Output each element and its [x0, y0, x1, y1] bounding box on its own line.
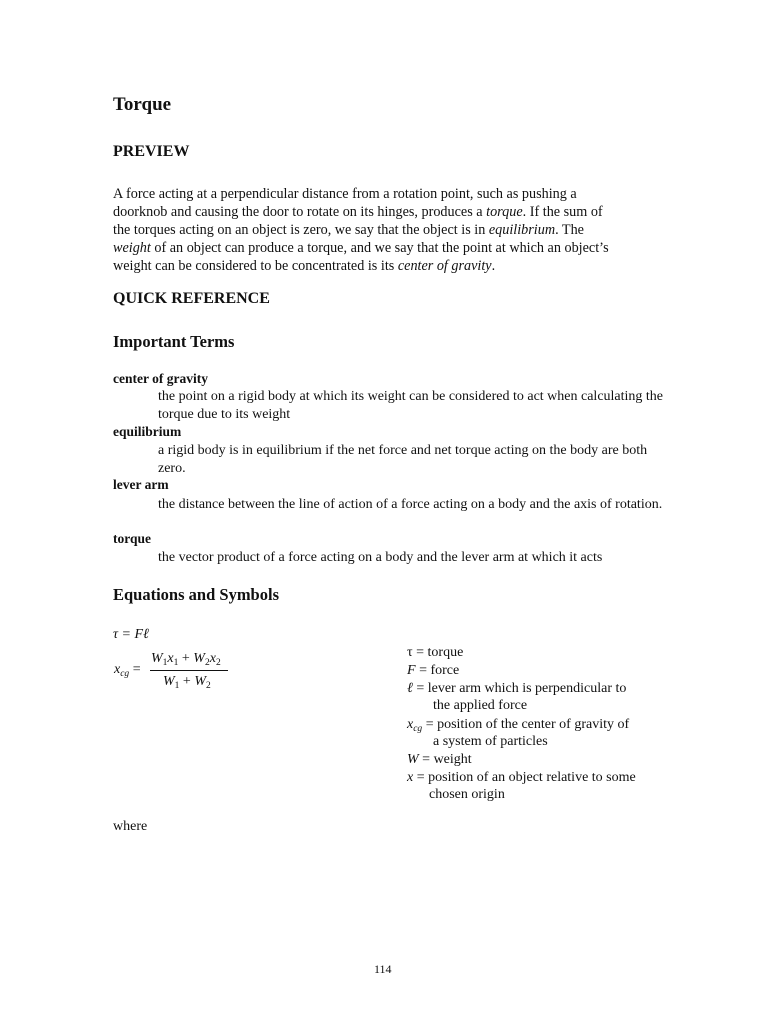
symbol-tau: τ = torque — [407, 645, 464, 660]
page-number: 114 — [374, 962, 392, 976]
preview-line-1: A force acting at a perpendicular distance from a rotation point, such as pushing a — [113, 186, 577, 202]
definition-center-of-gravity: the point on a rigid body at which its weight can be considered to act when calculating the torque due to its weight — [158, 389, 664, 422]
preview-line-5: weight can be considered to be concentrated is its center of gravity. — [113, 258, 496, 274]
quick-reference-heading: QUICK REFERENCE — [113, 290, 270, 307]
preview-line-3: the torques acting on an object is zero, we say that the object is in equilibrium. The — [113, 222, 584, 238]
term-torque: torque — [113, 531, 152, 546]
equations-heading: Equations and Symbols — [113, 585, 279, 604]
definition-torque: the vector product of a force acting on a body and the lever arm at which it acts — [158, 550, 603, 565]
fraction-bar — [150, 670, 228, 671]
definition-lever-arm: the distance between the line of action of a force acting on a body and the axis of rotation. — [158, 497, 663, 512]
symbol-weight: W = weight — [407, 752, 472, 767]
equation-xcg-numerator: $W_1x_1 + W_2x_2$ — [151, 651, 221, 668]
page-title: Torque — [113, 94, 172, 115]
preview-paragraph — [113, 185, 673, 275]
equation-xcg-lhs: $x_{cg}$ = — [114, 662, 141, 679]
term-center-of-gravity: center of gravity — [113, 371, 208, 386]
symbol-lever-arm-cont: the applied force — [433, 698, 528, 713]
symbol-xcg-cont: a system of particles — [433, 734, 548, 749]
symbol-force: F = force — [407, 663, 460, 678]
preview-line-4: weight of an object can produce a torque, and we say that the point at which an object’s — [113, 240, 609, 256]
important-terms-heading: Important Terms — [113, 332, 235, 351]
symbol-lever-arm: ℓ = lever arm which is perpendicular to — [407, 681, 627, 696]
equation-torque: τ = Fℓ — [113, 627, 149, 642]
preview-heading: PREVIEW — [113, 143, 190, 160]
term-equilibrium: equilibrium — [113, 424, 182, 439]
term-lever-arm: lever arm — [113, 477, 169, 492]
definition-equilibrium: a rigid body is in equilibrium if the net force and net torque acting on the body are both zero. — [158, 443, 648, 476]
symbol-xcg: $x_{cg}$ = position of the center of gravity of — [407, 717, 630, 734]
where-label: where — [113, 819, 148, 834]
equation-xcg-denominator: $W_1 + W_2$ — [163, 674, 211, 691]
preview-line-2: doorknob and causing the door to rotate on its hinges, produces a torque. If the sum of — [113, 204, 603, 220]
symbol-position: x = position of an object relative to some — [407, 770, 636, 785]
symbol-position-cont: chosen origin — [429, 787, 505, 802]
